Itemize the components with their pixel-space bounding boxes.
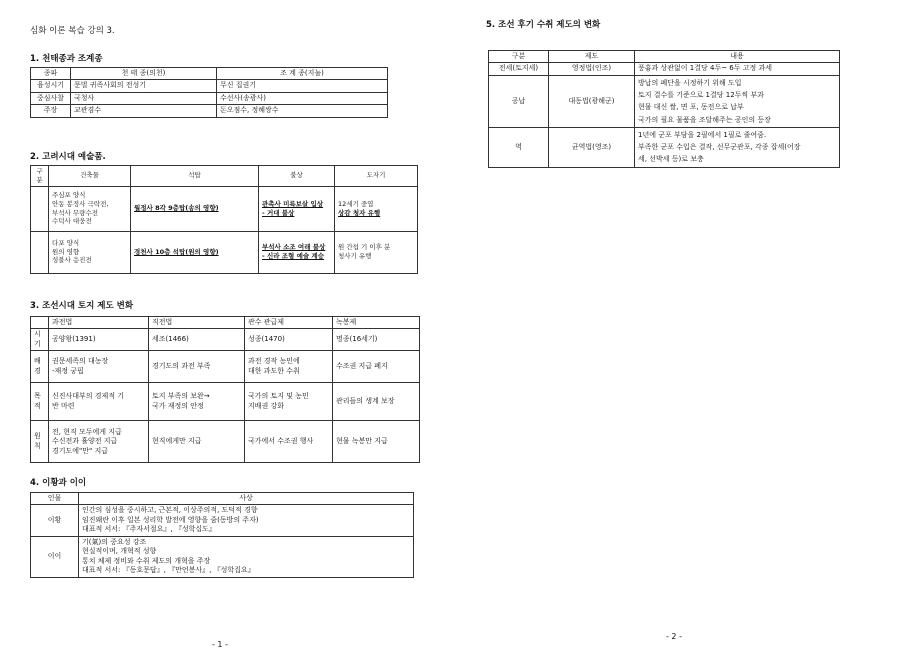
- text-line: 안동 봉정사 극락전,: [52, 199, 109, 208]
- table-land-system: [30, 316, 420, 463]
- table-cell: 주장: [31, 105, 71, 117]
- page-number: - 2 -: [666, 632, 682, 641]
- text-line: 12세기 중엽: [338, 199, 374, 208]
- text-line: 국가의 필요 물품을 조달해주는 공인의 등장: [638, 115, 771, 124]
- text-line: 신진사대부의 경제적 기: [52, 392, 125, 401]
- text-line: 세, 선박세 등)로 보충: [638, 155, 704, 164]
- table-cell: [49, 186, 131, 231]
- table-header-cell: 내용: [635, 51, 840, 63]
- table-cell: [149, 383, 245, 421]
- table-cell: 관리들의 생계 보장: [333, 383, 420, 421]
- table-cell: [335, 186, 418, 231]
- person-name: 이황: [31, 505, 79, 536]
- table-header-cell: 천 태 종(의천): [71, 68, 217, 80]
- table-cell: 전세(토지세): [489, 63, 549, 75]
- text-line: 토지 부족의 보완→: [152, 392, 210, 401]
- table-cell: [245, 351, 333, 383]
- table-header-row: [31, 493, 414, 505]
- table-row: [489, 63, 840, 75]
- text-line: 전, 현직 모두에게 지급: [52, 427, 122, 436]
- text-line: 방납의 폐단을 시정하기 위해 도입: [638, 78, 742, 87]
- table-cell: 성종(1470): [245, 329, 333, 351]
- page-2: [452, 0, 903, 656]
- table-cell: [31, 231, 49, 273]
- table-header-cell: 제도: [549, 51, 635, 63]
- table-cell: [635, 127, 840, 167]
- page-number: - 1 -: [212, 640, 228, 649]
- table-header-cell: 관수 관급제: [245, 317, 333, 329]
- table-cell: [49, 351, 149, 383]
- text-line: 현실적이며, 개혁적 성향: [82, 547, 157, 556]
- table-row: [31, 186, 418, 231]
- table-header-row: [31, 317, 420, 329]
- text-line: 부족한 군포 수입은 결작, 선무군관포, 각종 잡세(어장: [638, 143, 801, 152]
- row-label: 원칙: [31, 421, 49, 463]
- table-row: [31, 105, 388, 117]
- table-row: [31, 536, 414, 577]
- table-header-cell: 과전법: [49, 317, 149, 329]
- table-cell: 융성시기: [31, 80, 71, 92]
- table-header-row: [489, 51, 840, 63]
- table-row: [31, 505, 414, 536]
- table-header-row: [31, 68, 388, 80]
- text-line: 경기도에"만" 지급: [52, 446, 108, 455]
- table-cell: [335, 231, 418, 273]
- table-row: [31, 421, 420, 463]
- table-header-cell: 조 계 종(지눌): [217, 68, 388, 80]
- table-cell: 국청사: [71, 92, 217, 104]
- row-label: 배경: [31, 351, 49, 383]
- table-header-cell: 구분: [489, 51, 549, 63]
- text-line: 주심포 양식: [52, 191, 86, 199]
- table-yihwang-yii: [30, 492, 414, 578]
- table-header-cell: 건축물: [49, 166, 131, 187]
- text-line: -재정 궁핍: [52, 366, 84, 375]
- table-tax-system: [488, 50, 840, 168]
- text-line: 반 마련: [52, 401, 75, 410]
- text-line: 상감 청자 유행: [338, 208, 381, 217]
- text-line: 부석사 무량수전: [52, 208, 99, 217]
- row-label: 목적: [31, 383, 49, 421]
- table-header-cell: 구분: [31, 166, 49, 187]
- table-cell: 현직에게만 지급: [149, 421, 245, 463]
- table-cell: [49, 421, 149, 463]
- table-header-cell: 인물: [31, 493, 79, 505]
- table-row: [31, 80, 388, 92]
- table-row: [31, 92, 388, 104]
- text-line: 기(氣)의 중요성 강조: [82, 537, 147, 546]
- table-cell: 교관겸수: [71, 105, 217, 117]
- section-2-heading: 2. 고려시대 예술품.: [30, 152, 106, 162]
- text-line: 현물 대신 쌀, 면 포, 동전으로 납부: [638, 103, 744, 112]
- table-row: [31, 231, 418, 273]
- table-cell: [79, 536, 414, 577]
- text-line: 토지 결수를 기준으로 1결당 12두씩 부과: [638, 91, 764, 100]
- table-cell: 무신 집권기: [217, 80, 388, 92]
- table-cell: 영정법(인조): [549, 63, 635, 75]
- table-header-cell: 종파: [31, 68, 71, 80]
- text-line: 청사기 유행: [338, 252, 372, 261]
- text-line: 관촉사 미륵보살 입상: [262, 199, 324, 208]
- table-cell: [49, 383, 149, 421]
- section-1-heading: 1. 천태종과 조계종: [30, 54, 103, 64]
- table-header-cell: 석탑: [131, 166, 259, 187]
- table-header-row: [31, 166, 418, 187]
- table-cell: 중심사찰: [31, 92, 71, 104]
- text-line: 국가의 토지 및 농민: [248, 392, 309, 401]
- table-header-cell: 도자기: [335, 166, 418, 187]
- text-line: 대한 과도한 수취: [248, 366, 300, 375]
- text-line: 국가 재정의 안정: [152, 401, 204, 410]
- table-cell: 월정사 8각 9층탑(송의 영향): [131, 186, 259, 231]
- text-line: 수덕사 대웅전: [52, 217, 92, 226]
- table-goryeo-art: [30, 165, 418, 274]
- table-cell: 국가에서 수조권 행사: [245, 421, 333, 463]
- table-cell: 세조(1466): [149, 329, 245, 351]
- table-cheontae-jogye: [30, 67, 388, 118]
- table-cell: 돈오점수, 정혜쌍수: [217, 105, 388, 117]
- table-cell: [259, 231, 335, 273]
- table-header-cell: 사상: [79, 493, 414, 505]
- table-cell: 대동법(광해군): [549, 75, 635, 127]
- text-line: 원의 영향: [52, 247, 80, 256]
- text-line: 임진왜란 이후 일본 성리학 발전에 영향을 줌(동방의 주자): [82, 515, 259, 524]
- page-1: [0, 0, 451, 656]
- table-row: [489, 75, 840, 127]
- table-cell: [245, 383, 333, 421]
- text-line: 권문세족의 대농장: [52, 357, 109, 366]
- document-title: 심화 이론 복습 강의 3.: [30, 26, 115, 36]
- table-header-cell: 녹봉제: [333, 317, 420, 329]
- text-line: 대표적 서서: 『주자서절요』, 『성학십도』: [82, 525, 216, 534]
- table-cell: 문벌 귀족사회의 전성기: [71, 80, 217, 92]
- table-cell: [635, 75, 840, 127]
- row-label: 시기: [31, 329, 49, 351]
- table-cell: [259, 186, 335, 231]
- table-header-cell: 직전법: [149, 317, 245, 329]
- text-line: 과전 경작 농민에: [248, 357, 300, 366]
- table-cell: [31, 186, 49, 231]
- text-line: 1년에 군포 부담을 2필에서 1필로 줄여줌.: [638, 130, 767, 139]
- table-cell: 수선사(송광사): [217, 92, 388, 104]
- section-4-heading: 4. 이황과 이이: [30, 478, 87, 488]
- table-header-cell: [31, 317, 49, 329]
- text-line: 인간의 심성을 중시하고, 근본적, 이상주의적, 도덕적 경향: [82, 506, 258, 515]
- text-line: 대표적 서서: 『동호문답』, 『만언봉사』, 『성학집요』: [82, 566, 255, 575]
- table-cell: 역: [489, 127, 549, 167]
- table-cell: [79, 505, 414, 536]
- table-row: [489, 127, 840, 167]
- table-row: [31, 329, 420, 351]
- section-3-heading: 3. 조선시대 토지 제도 변화: [30, 301, 134, 311]
- table-cell: 풍흉과 상관없이 1결당 4두~ 6두 고정 과세: [635, 63, 840, 75]
- text-line: - 거대 불상: [262, 208, 295, 217]
- table-cell: 현물 녹봉만 지급: [333, 421, 420, 463]
- text-line: 성불사 응진전: [52, 256, 92, 265]
- text-line: 부석사 소조 여래 불상: [262, 243, 326, 252]
- table-header-cell: 불상: [259, 166, 335, 187]
- text-line: 원 간섭 기 이후 분: [338, 243, 391, 252]
- text-line: 지배권 강화: [248, 401, 285, 410]
- person-name: 이이: [31, 536, 79, 577]
- table-row: [31, 351, 420, 383]
- table-cell: 경천사 10층 석탑(원의 영향): [131, 231, 259, 273]
- table-cell: 경기도의 과전 부족: [149, 351, 245, 383]
- text-line: 수신전과 휼양전 지급: [52, 437, 118, 446]
- section-5-heading: 5. 조선 후기 수취 제도의 변화: [486, 20, 601, 30]
- text-line: - 신라 조형 예술 계승: [262, 252, 324, 261]
- table-cell: 공납: [489, 75, 549, 127]
- text-line: 다포 양식: [52, 238, 80, 247]
- table-cell: 명종(16세기): [333, 329, 420, 351]
- table-cell: 공양왕(1391): [49, 329, 149, 351]
- table-row: [31, 383, 420, 421]
- table-cell: 수조권 지급 폐지: [333, 351, 420, 383]
- text-line: 통치 체제 정비와 수취 제도의 개혁을 주장: [82, 556, 211, 565]
- table-cell: 균역법(영조): [549, 127, 635, 167]
- table-cell: [49, 231, 131, 273]
